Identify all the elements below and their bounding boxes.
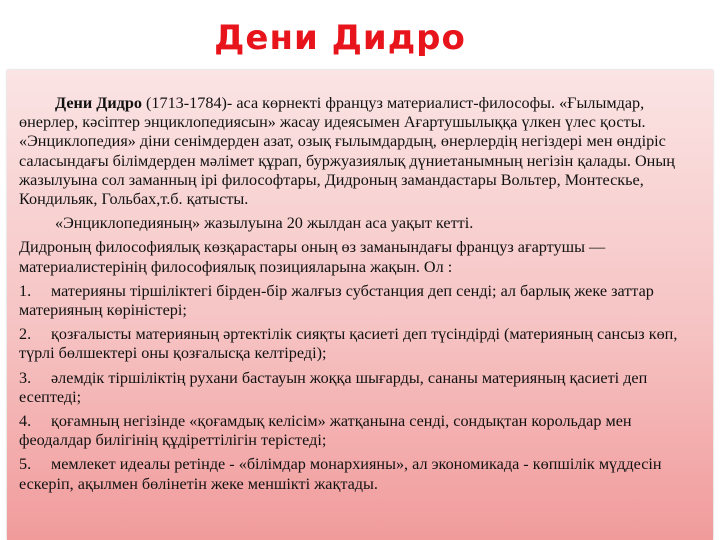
list-item-2 bbox=[19, 325, 703, 363]
list-item-4 bbox=[19, 412, 703, 450]
list-item-1 bbox=[19, 282, 703, 320]
paragraph-encyclopedia: «Энциклопедияның» жазылуына 20 жылдан аса уақыт кетті. bbox=[55, 214, 474, 233]
list-number: 3. bbox=[19, 368, 32, 387]
paragraph-views: Дидроның философиялық көзқарастары оның өз заманындағы француз ағартушы — материалистерінің философиялық позицияларына жақын. Ол : bbox=[19, 238, 606, 276]
list-text: қоғамның негізінде «қоғамдық келісім» жатқанына сенді, сондықтан корольдар мен феодалдар билігінің құдіреттілігін терістеді; bbox=[19, 412, 632, 450]
list-number: 2. bbox=[19, 325, 32, 344]
content-panel bbox=[7, 70, 713, 540]
slide-title: Дени Дидро bbox=[214, 18, 466, 58]
intro-paragraph bbox=[19, 94, 703, 209]
list-number: 4. bbox=[19, 412, 32, 431]
list-text: қозғалысты материяның әртектілік сияқты қасиеті деп түсіндірді (материяның сансыз көп, түрлі бөлшектері оны қозғалысқа келтіреді); bbox=[19, 325, 678, 363]
list-item-3 bbox=[19, 369, 703, 407]
intro-lead: Дени Дидро bbox=[55, 94, 142, 112]
list-number: 5. bbox=[19, 455, 32, 474]
list-item-5 bbox=[19, 455, 703, 493]
list-number: 1. bbox=[19, 281, 32, 300]
list-text: әлемдік тіршіліктің рухани бастауын жоққа шығарды, сананы материяның қасиеті деп есептеді; bbox=[19, 368, 648, 406]
list-text: материяны тіршіліктегі бірден-бір жалғыз субстанция деп сенді; ал барлық жеке заттар материяның көріністері; bbox=[19, 281, 654, 320]
list-text: мемлекет идеалы ретінде - «білімдар монархияны», ал экономикада - көпшілік мүддесін ескеріп, ақылмен бөлінетін жеке меншікті жақтады. bbox=[19, 455, 662, 493]
intro-text: (1713-1784)- аса көрнекті француз материалист-философы. «Ғылымдар, өнерлер, кәсіптер энциклопедиясын» жасау идеясымен Ағартушылыққа үлкен үлес қосты. «Энциклопедия» діни сенімдерден азат, озық ғылымдардың, өнерлердің негіздері мен өндіріс саласындағы білімдерден мәлімет құрап, буржуазиялық дүниетанымның негізін қалады. Оның жазылуына сол заманның ірі философтары, Дидроның замандастары Вольтер, Монтескье, Кондильяк, Гольбах,т.б. қатысты. bbox=[19, 94, 675, 209]
